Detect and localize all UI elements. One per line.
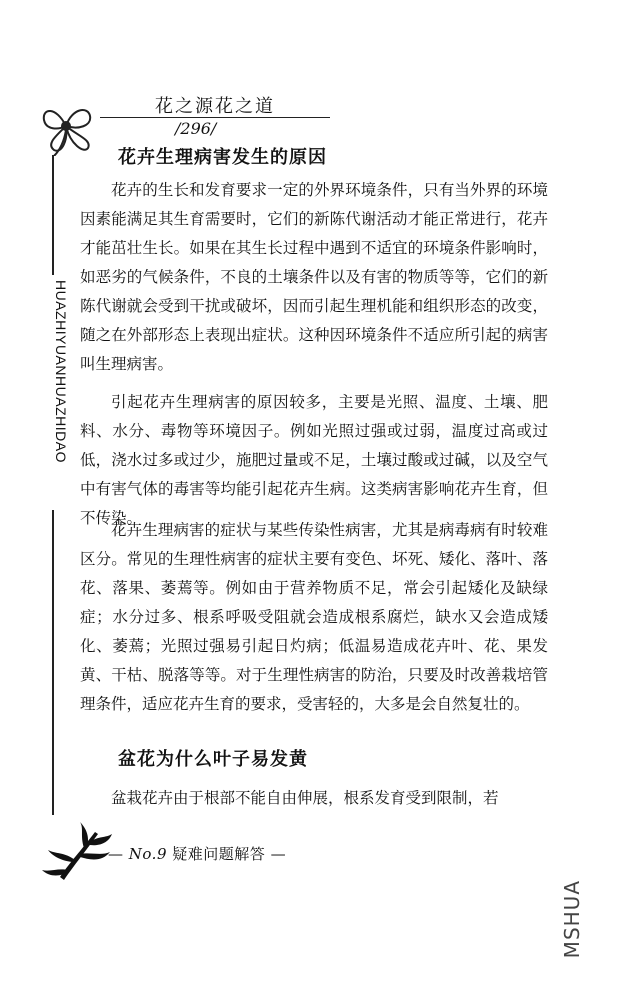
section-heading: 盆花为什么叶子易发黄 bbox=[118, 749, 308, 770]
paragraph: 花卉的生长和发育要求一定的外界环境条件，只有当外界的环境因素能满足其生育需要时，它们的新陈代谢活动才能正常进行，花卉才能茁壮生长。如果在其生长过程中遇到不适宜的环境条件影响时，如恶劣的气候条件，不良的土壤条件以及有害的物质等等，它们的新陈代谢就会受到干扰或破坏，因而引起生理机能和组织形态的改变，随之在外部形态上表现出症状。这种因环境条件不适应所引起的病害叫生理病害。 bbox=[80, 181, 548, 373]
paragraph: 引起花卉生理病害的原因较多，主要是光照、温度、土壤、肥料、水分、毒物等环境因子。例如光照过强或过弱，温度过高或过低，浇水过多或过少，施肥过量或不足，土壤过酸或过碱，以及空气中有害气体的毒害等均能引起花卉生病。这类病害影响花卉生育，但不传染。 bbox=[80, 393, 548, 527]
side-divider-top bbox=[52, 155, 54, 275]
paragraph: 花卉生理病害的症状与某些传染性病害，尤其是病毒病有时较难区分。常见的生理性病害的症状主要有变色、坏死、矮化、落叶、落花、落果、萎蔫等。例如由于营养物质不足，常会引起矮化及缺绿症；水分过多、根系呼吸受阻就会造成根系腐烂，缺水又会造成矮化、萎蔫；光照过强易引起日灼病；低温易造成花卉叶、花、果发黄、干枯、脱落等等。对于生理性病害的防治，只要及时改善栽培管理条件，适应花卉生育的要求，受害轻的，大多是会自然复壮的。 bbox=[80, 521, 548, 713]
flower-logo-icon bbox=[36, 96, 100, 156]
chapter-number: No.9 bbox=[128, 845, 167, 863]
paragraph: 盆栽花卉由于根部不能自由伸展，根系发育受到限制，若 bbox=[111, 789, 499, 807]
book-title: 花之源花之道 bbox=[155, 96, 275, 117]
watermark: MSHUA bbox=[560, 880, 584, 959]
side-label: HUAZHIYUANHUAZHIDAO bbox=[53, 280, 69, 463]
section-heading: 花卉生理病害发生的原因 bbox=[118, 147, 327, 168]
chapter-title: 疑难问题解答 bbox=[172, 845, 266, 863]
page-number: /296/ bbox=[175, 119, 217, 138]
header-rule bbox=[100, 117, 330, 118]
side-divider-bottom bbox=[52, 510, 54, 815]
chapter-footer: — No.9 疑难问题解答 — bbox=[108, 845, 287, 863]
